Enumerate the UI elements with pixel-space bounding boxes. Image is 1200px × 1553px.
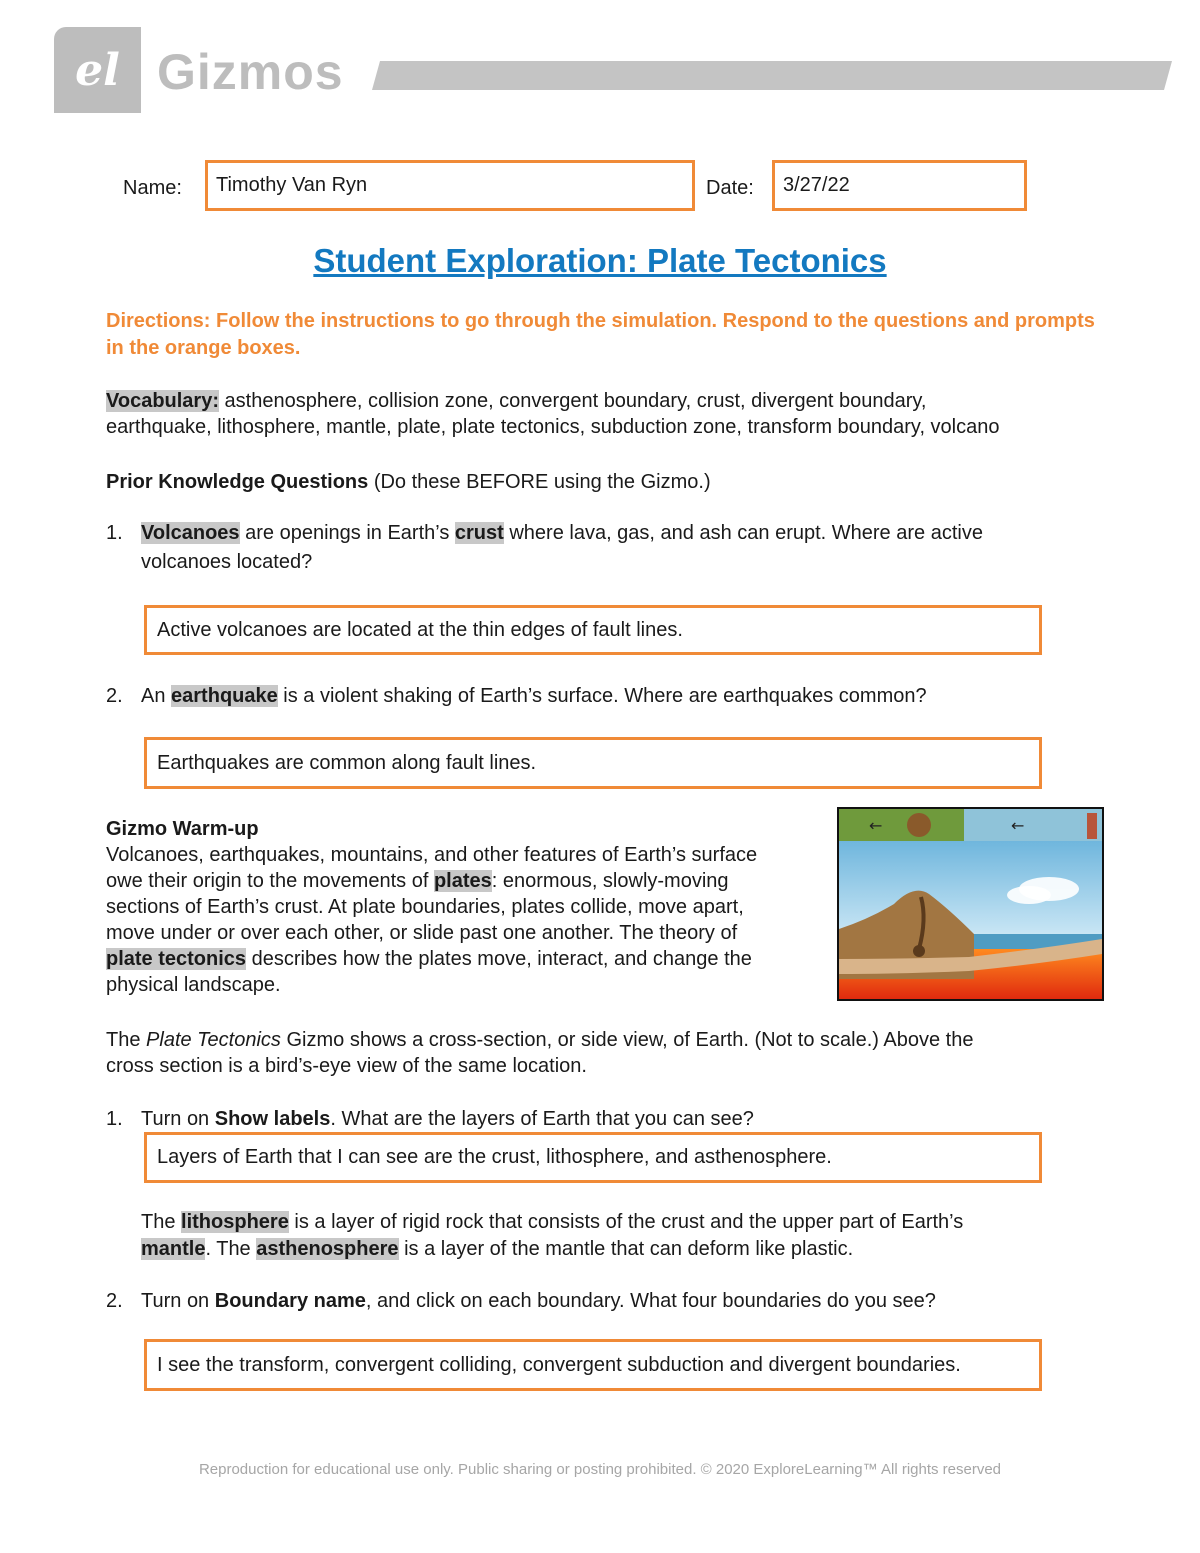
vocabulary-line2: earthquake, lithosphere, mantle, plate, plate tectonics, subduction zone, transform boundary, volcano [106, 416, 1000, 438]
pk-q1-text3: volcanoes located? [141, 551, 313, 573]
pk-q1-text1: are openings in Earth’s [239, 522, 455, 544]
term-volcanoes: Volcanoes [141, 522, 240, 544]
pk-q2-number: 2. [106, 685, 123, 707]
q1-answer: Layers of Earth that I can see are the crust, lithosphere, and asthenosphere. [157, 1146, 832, 1168]
vocabulary-label: Vocabulary: [106, 390, 219, 412]
warmup-p1-c: : enormous, slowly-moving [491, 870, 729, 892]
q1-answer-box[interactable] [144, 1132, 1042, 1183]
warmup-p2-c: cross section is a bird’s-eye view of the same location. [106, 1055, 587, 1077]
svg-text:←: ← [869, 816, 883, 835]
date-value: 3/27/22 [783, 174, 850, 196]
warmup-p1-f: describes how the plates move, interact, and change the [246, 948, 752, 970]
explorelearning-logo [54, 27, 141, 113]
term-earthquake: earthquake [171, 685, 278, 707]
q1-text2: . What are the layers of Earth that you can see? [330, 1108, 754, 1130]
q1-text [141, 1105, 1091, 1134]
pk-q1-text [141, 519, 1091, 577]
name-value: Timothy Van Ryn [216, 174, 368, 196]
name-field[interactable] [205, 160, 695, 211]
date-field[interactable] [772, 160, 1027, 211]
q1-note [141, 1209, 1091, 1263]
term-asthenosphere: asthenosphere [256, 1238, 399, 1260]
pk-q2-answer: Earthquakes are common along fault lines. [157, 751, 537, 774]
prior-knowledge-note: (Do these BEFORE using the Gizmo.) [368, 471, 711, 493]
name-label: Name: [123, 177, 182, 199]
footer-copyright: Reproduction for educational use only. Public sharing or posting prohibited. © 2020 ExploreLearning™ All rights reserved [198, 1461, 1002, 1478]
term-crust: crust [454, 522, 504, 544]
term-plate-tectonics: plate tectonics [106, 948, 247, 970]
q2-text [141, 1287, 1091, 1316]
warmup-p2-italic: Plate Tectonics [146, 1029, 281, 1051]
warmup-p1-d: sections of Earth’s crust. At plate boundaries, plates collide, move apart, [106, 896, 744, 918]
warmup-heading: Gizmo Warm-up [106, 818, 259, 840]
pk-q2-text [141, 682, 1091, 711]
directions: Directions: Follow the instructions to go through the simulation. Respond to the questions and prompts in the orange boxes. [106, 310, 1095, 359]
q1-note-c: . The [205, 1238, 257, 1260]
q2-answer: I see the transform, convergent colliding, convergent subduction and divergent boundaries. [157, 1353, 961, 1376]
warmup-p1-b: owe their origin to the movements of [106, 870, 434, 892]
q1-number: 1. [106, 1108, 123, 1130]
q2-text1: Turn on [141, 1290, 215, 1312]
cross-section-illustration [839, 809, 1102, 999]
q2-answer-box[interactable] [144, 1339, 1042, 1391]
warmup-p2 [106, 1027, 1096, 1079]
warmup-p1-a: Volcanoes, earthquakes, mountains, and other features of Earth’s surface [106, 844, 758, 866]
gizmos-brand: Gizmos [157, 44, 344, 100]
prior-knowledge-heading: Prior Knowledge Questions [106, 471, 369, 493]
term-mantle: mantle [141, 1238, 206, 1260]
pk-q1-number: 1. [106, 522, 123, 544]
warmup-p1-g: physical landscape. [106, 974, 281, 996]
pk-q2-text2: is a violent shaking of Earth’s surface. Where are earthquakes common? [277, 685, 927, 707]
svg-text:←: ← [1011, 816, 1025, 835]
warmup-section [106, 816, 826, 998]
pk-q1-answer: Active volcanoes are located at the thin edges of fault lines. [157, 618, 683, 641]
logo-mark: el [75, 44, 120, 96]
date-label: Date: [706, 177, 754, 199]
header-bar [372, 61, 1172, 90]
vocabulary [106, 388, 1096, 440]
gizmo-cross-section-image [837, 807, 1104, 1001]
pk-q2-text1: An [141, 685, 172, 707]
pk-q2-answer-box[interactable] [144, 737, 1042, 789]
q1-note-b: is a layer of rigid rock that consists of the crust and the upper part of Earth’s [288, 1211, 964, 1233]
q1-note-d: is a layer of the mantle that can deform like plastic. [398, 1238, 854, 1260]
pk-q1-text2: where lava, gas, and ash can erupt. Where are active [503, 522, 983, 544]
page-title: Student Exploration: Plate Tectonics [313, 242, 887, 279]
vocabulary-line1: asthenosphere, collision zone, convergent boundary, crust, divergent boundary, [219, 390, 927, 412]
warmup-p1-e: move under or over each other, or slide past one another. The theory of [106, 922, 738, 944]
warmup-p2-b: Gizmo shows a cross-section, or side view, of Earth. (Not to scale.) Above the [280, 1029, 974, 1051]
term-plates: plates [433, 870, 492, 892]
q2-number: 2. [106, 1290, 123, 1312]
q1-note-a: The [141, 1211, 182, 1233]
warmup-p2-a: The [106, 1029, 147, 1051]
q2-text2: , and click on each boundary. What four boundaries do you see? [365, 1290, 936, 1312]
q1-text1: Turn on [141, 1108, 215, 1130]
q2-term: Boundary name [214, 1290, 366, 1312]
term-lithosphere: lithosphere [181, 1211, 289, 1233]
q1-term: Show labels [214, 1108, 331, 1130]
pk-q1-answer-box[interactable] [144, 605, 1042, 655]
prior-knowledge-heading-row [106, 469, 1096, 495]
